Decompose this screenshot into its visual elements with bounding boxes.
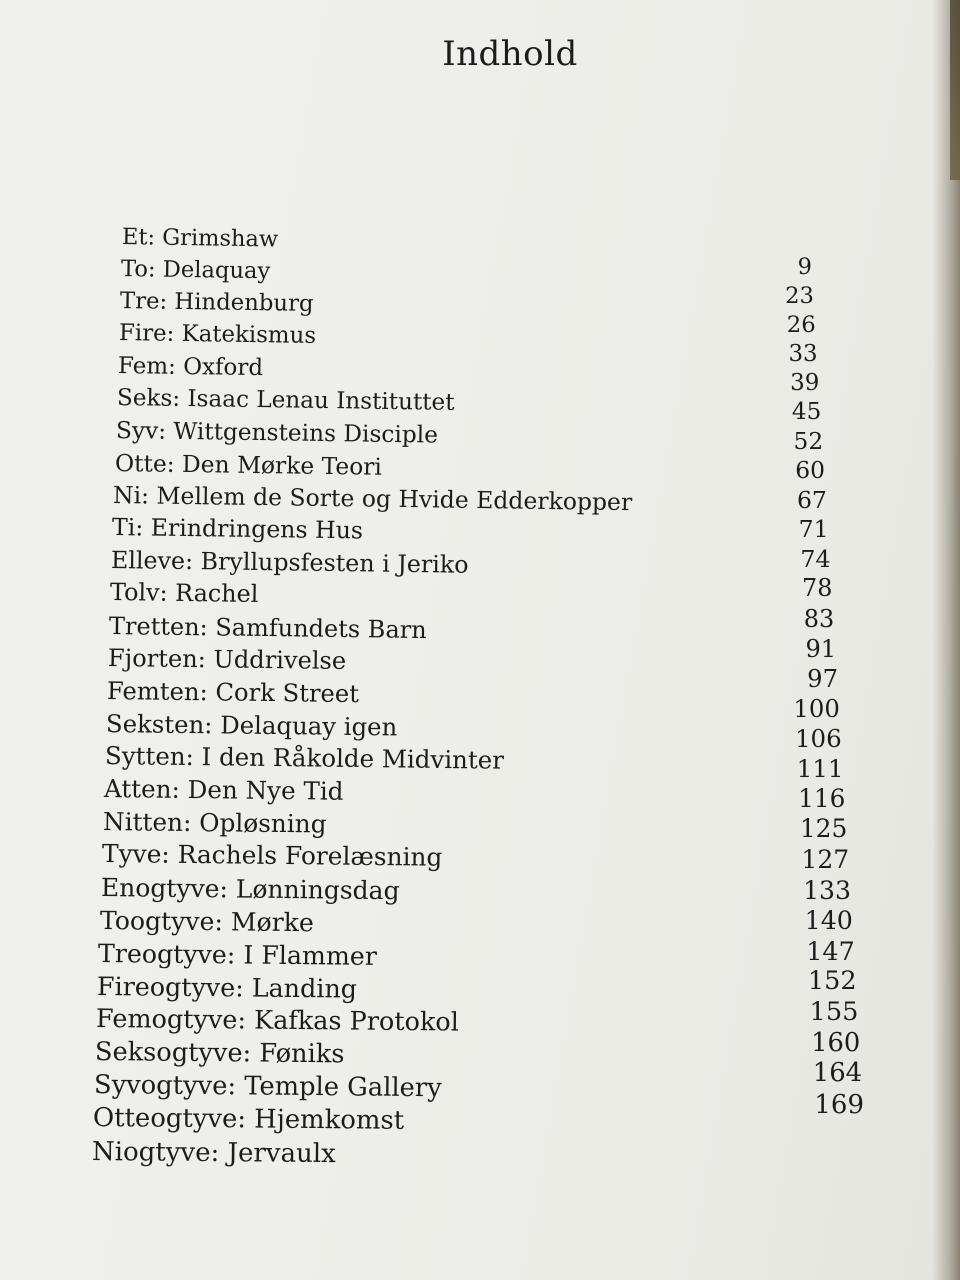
toc-entry: Tyve: Rachels Forelæsning [101,839,443,873]
toc-entry: Fire: Katekismus [118,320,317,350]
page-number: 23 [785,282,814,309]
page-title: Indhold [442,34,578,74]
page-number: 39 [790,369,820,396]
toc-entry: Femten: Cork Street [106,675,360,708]
page-number: 100 [793,693,840,723]
page-number: 83 [803,605,835,634]
page-number: 91 [805,634,837,663]
toc-entry: Niogtyve: Jervaulx [91,1136,336,1169]
toc-entry: Ni: Mellem de Sorte og Hvide Edderkopper [113,480,633,517]
page-number: 67 [796,485,827,514]
toc-entry: Elleve: Bryllupsfesten i Jeriko [111,545,470,579]
page-number: 133 [803,875,851,905]
page-number: 78 [802,574,833,603]
toc-entry: Otteogtyve: Hjemkomst [92,1102,405,1136]
toc-entry: Femogtyve: Kafkas Protokol [96,1003,460,1038]
page-number: 155 [809,996,859,1027]
toc-entry: Tretten: Samfundets Barn [108,611,427,644]
toc-entry: Fem: Oxford [117,352,263,381]
toc-entry: Seksten: Delaquay igen [105,708,398,742]
toc-entry: Syvogtyve: Temple Gallery [94,1069,443,1103]
page-number: 147 [806,935,855,966]
page-number: 71 [798,515,829,544]
page-number: 116 [798,783,846,813]
toc-entry: Seks: Isaac Lenau Instituttet [116,384,455,416]
page-number: 164 [812,1058,863,1089]
toc-entry: Otte: Den Mørke Teori [114,448,382,481]
page-number: 169 [814,1090,864,1121]
toc-entry: To: Delaquay [120,256,271,285]
page-number: 106 [794,723,842,753]
page-number: 152 [807,966,857,997]
toc-entry: Fireogtyve: Landing [97,970,358,1004]
page-number: 60 [795,456,825,485]
toc-entry: Et: Grimshaw [121,224,279,253]
page-number: 160 [811,1027,861,1058]
page-number: 26 [786,311,816,338]
page-number: 111 [796,753,844,783]
toc-entry: Sytten: I den Råkolde Midvinter [104,741,504,775]
toc-entry: Seksogtyve: Føniks [95,1036,345,1070]
page-number: 45 [791,398,822,425]
toc-entry: Tolv: Rachel [110,578,259,609]
toc-entry: Enogtyve: Lønningsdag [100,873,400,906]
page-number: 97 [807,663,838,693]
toc-entry: Atten: Den Nye Tid [103,773,344,806]
toc-entry: Nitten: Opløsning [102,806,327,839]
toc-entry: Syv: Wittgensteins Disciple [115,417,438,449]
toc-entry: Treogtyve: I Flammer [98,938,378,971]
page-number: 125 [799,814,848,843]
page-number: 74 [800,544,831,573]
page-number: 127 [801,845,850,875]
page-number: 52 [793,428,824,456]
page-number: 33 [788,340,818,367]
toc-entry: Fjorten: Uddrivelse [107,644,347,676]
toc-entry: Toogtyve: Mørke [99,905,314,938]
page-number: 9 [797,254,812,280]
toc-entry: Tre: Hindenburg [119,288,314,318]
toc-entry: Ti: Erindringens Hus [112,513,364,545]
page-number: 140 [804,906,853,936]
